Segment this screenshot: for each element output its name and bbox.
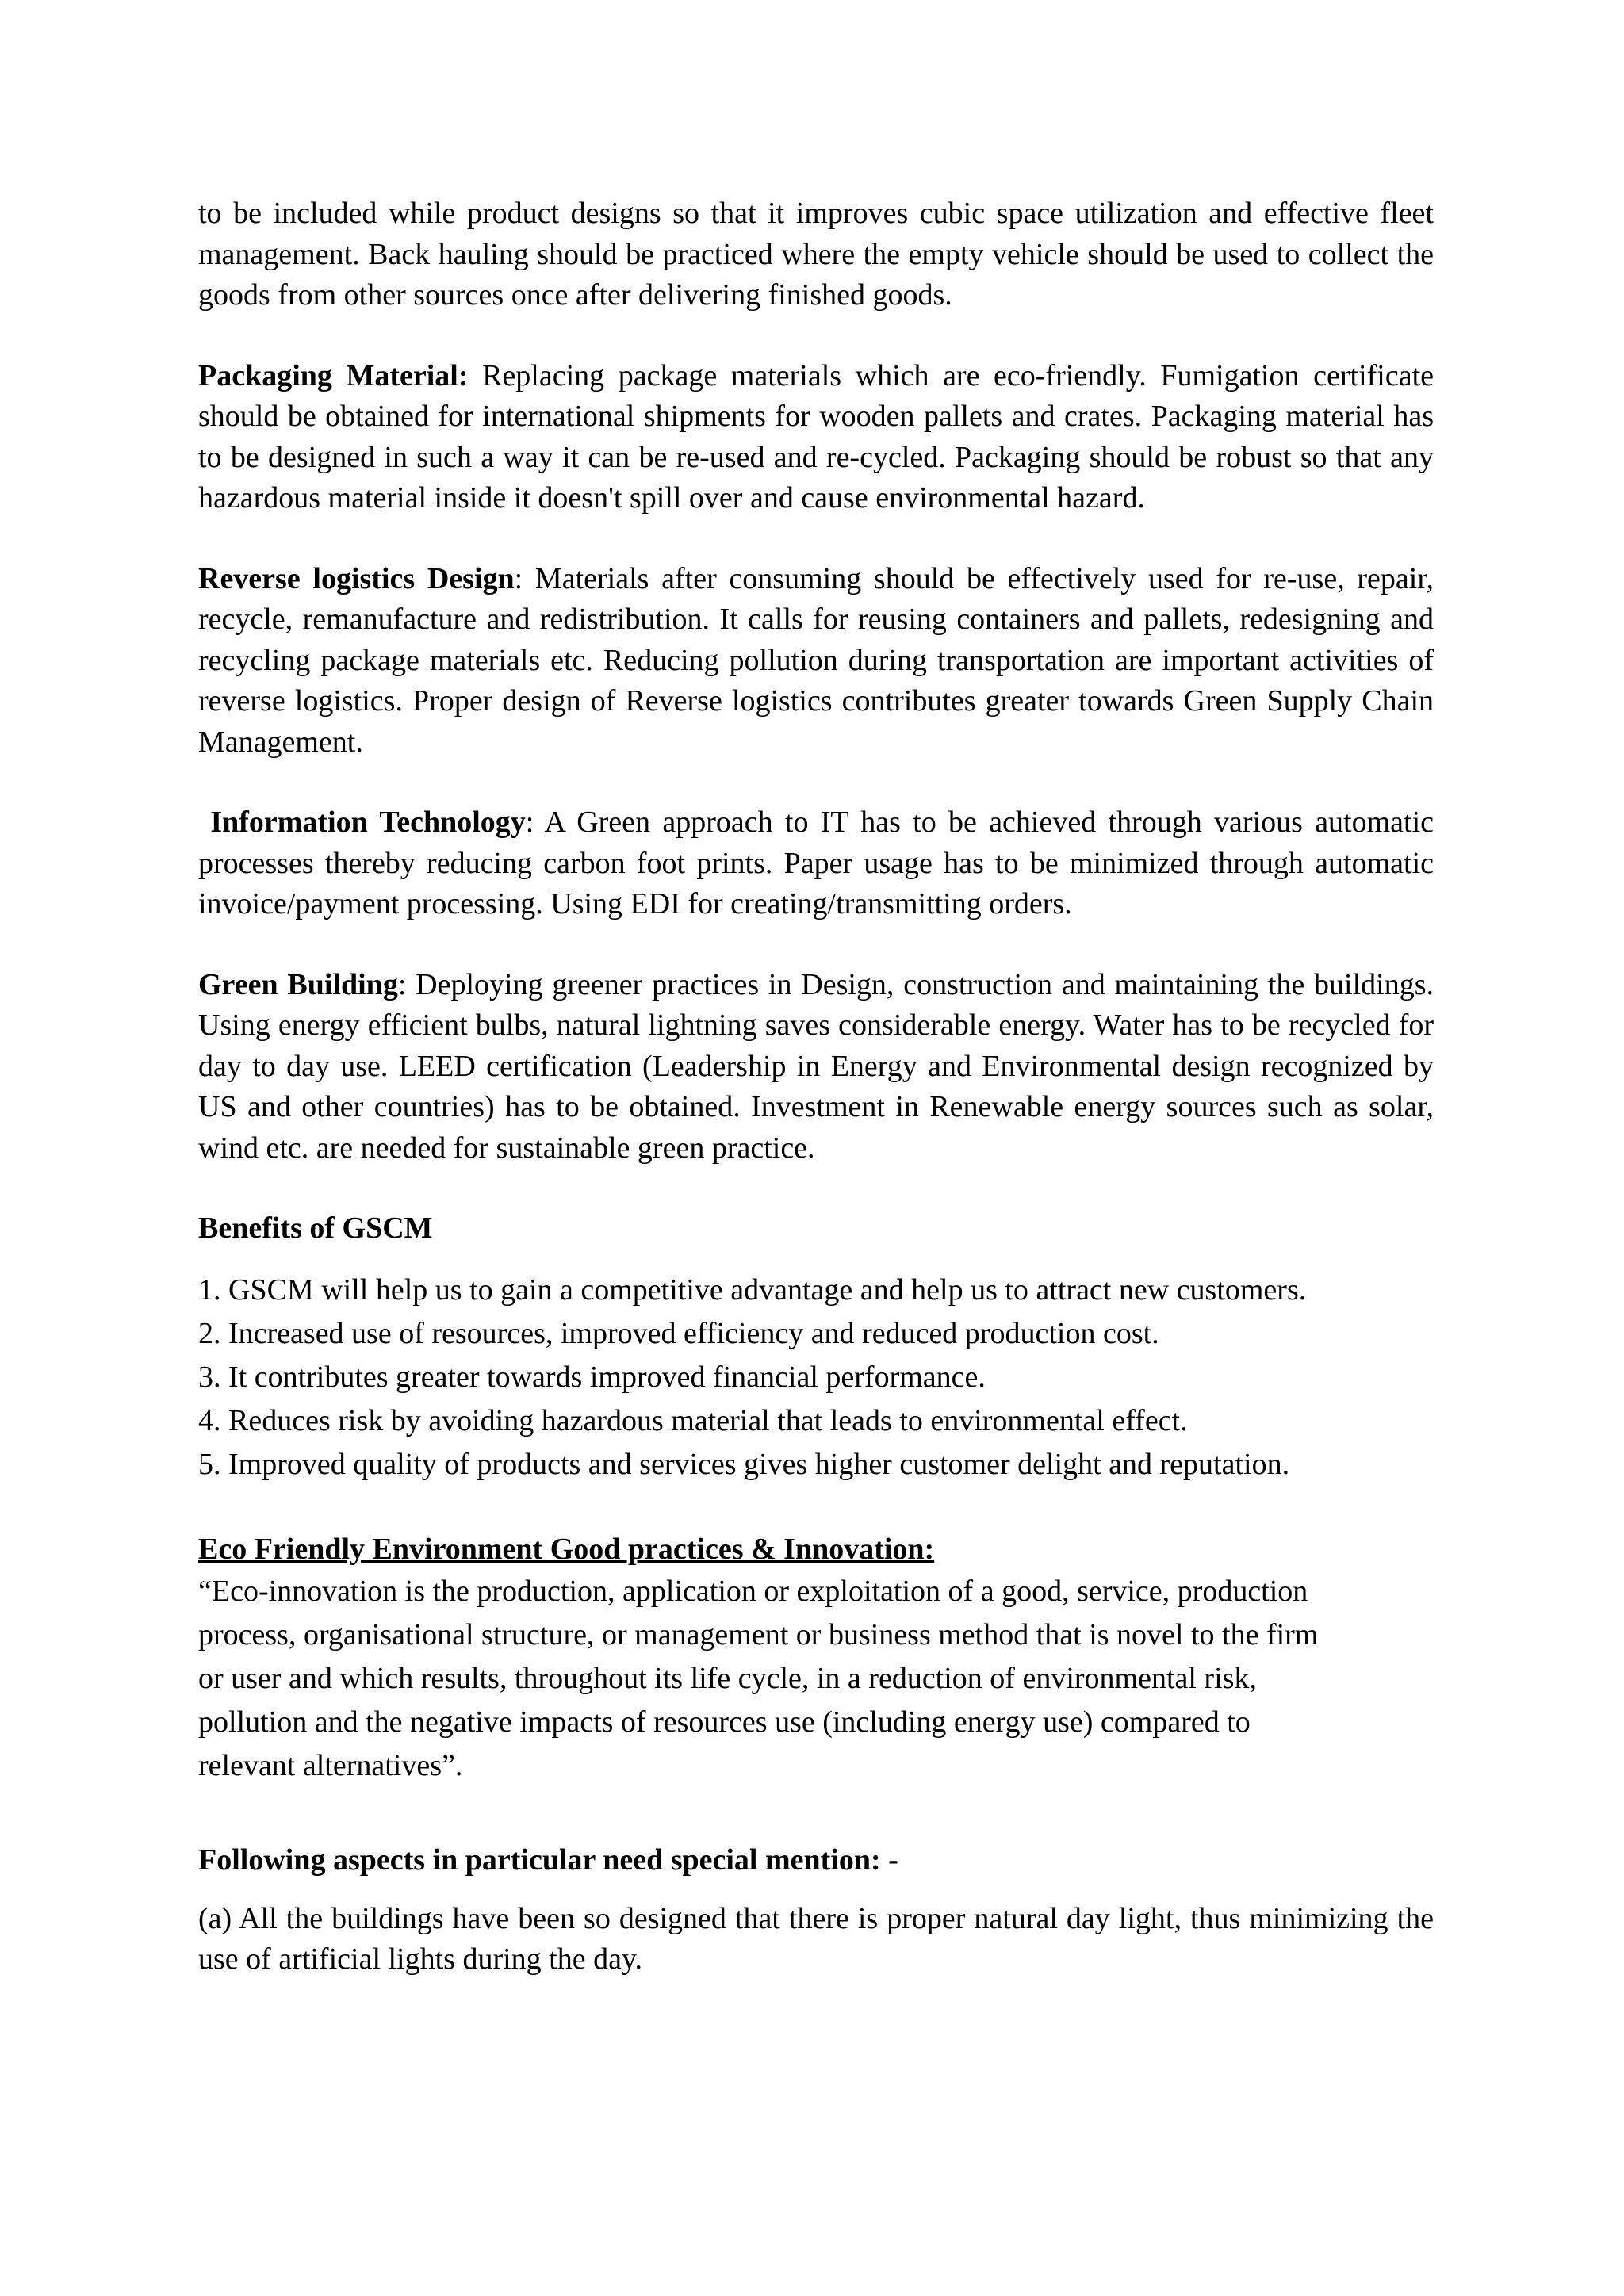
eco-innovation-heading: Eco Friendly Environment Good practices & Innovation:	[198, 1532, 935, 1566]
green-building-title: Green Building	[198, 967, 398, 1001]
intro-paragraph: to be included while product designs so that it improves cubic space utilization and effective fleet management. Back hauling should be practiced where the empty vehicle should be used to collect the goods from other sources once after delivering finished goods.	[198, 197, 1434, 312]
aspects-heading: Following aspects in particular need special mention: -	[198, 1843, 898, 1877]
quote-line: “Eco-innovation is the production, application or exploitation of a good, service, production	[198, 1575, 1308, 1608]
list-item: 2. Increased use of resources, improved efficiency and reduced production cost.	[198, 1316, 1159, 1350]
document-page	[198, 193, 1434, 1980]
reverse-logistics-paragraph	[198, 559, 1434, 763]
packaging-material-paragraph	[198, 356, 1434, 519]
list-item: 1. GSCM will help us to gain a competitive advantage and help us to attract new customers.	[198, 1272, 1307, 1307]
quote-line: pollution and the negative impacts of resources use (including energy use) compared to	[198, 1705, 1251, 1739]
information-technology-body: : A Green approach to IT has to be achieved through various automatic processes thereby reducing carbon foot prints. Paper usage has to be minimized through automatic invoice/payment processing. Using EDI for creating/transmitting orders.	[198, 806, 1434, 920]
eco-innovation-quote	[198, 1570, 1434, 1788]
green-building-paragraph	[198, 965, 1434, 1169]
aspect-item-a: (a) All the buildings have been so designed that there is proper natural day light, thus minimizing the use of artificial lights during the day.	[198, 1901, 1434, 1976]
list-item: 4. Reduces risk by avoiding hazardous material that leads to environmental effect.	[198, 1403, 1188, 1437]
list-item: 5. Improved quality of products and services gives higher customer delight and reputation.	[198, 1447, 1290, 1481]
information-technology-title: Information Technology	[210, 806, 526, 839]
packaging-material-body: Replacing package materials which are eco-friendly. Fumigation certificate should be obtained for international shipments for wooden pallets and crates. Packaging material has to be designed in such a way it can be re-used and re-cycled. Packaging should be robust so that any hazardous material inside it doesn't spill over and cause environmental hazard.	[198, 358, 1434, 515]
quote-line: process, organisational structure, or management or business method that is novel to the firm	[198, 1618, 1319, 1651]
green-building-body: : Deploying greener practices in Design, construction and maintaining the buildings. Using energy efficient bulbs, natural lightning saves considerable energy. Water has to be recycled for day to day use. LEED certification (Leadership in Energy and Environmental design recognized by US and other countries) has to be obtained. Investment in Renewable energy sources such as solar, wind etc. are needed for sustainable green practice.	[198, 967, 1434, 1165]
packaging-material-title: Packaging Material:	[198, 358, 469, 392]
list-item: 3. It contributes greater towards improved financial performance.	[198, 1360, 986, 1394]
quote-line: or user and which results, throughout its life cycle, in a reduction of environmental risk,	[198, 1662, 1257, 1695]
benefits-list	[198, 1269, 1434, 1487]
information-technology-paragraph	[198, 802, 1434, 925]
benefits-heading: Benefits of GSCM	[198, 1211, 433, 1245]
reverse-logistics-body: : Materials after consuming should be effectively used for re-use, repair, recycle, remanufacture and redistribution. It calls for reusing containers and pallets, redesigning and recycling package materials etc. Reducing pollution during transportation are important activities of reverse logistics. Proper design of Reverse logistics contributes greater towards Green Supply Chain Management.	[198, 561, 1434, 759]
reverse-logistics-title: Reverse logistics Design	[198, 561, 515, 595]
quote-line: relevant alternatives”.	[198, 1749, 463, 1782]
